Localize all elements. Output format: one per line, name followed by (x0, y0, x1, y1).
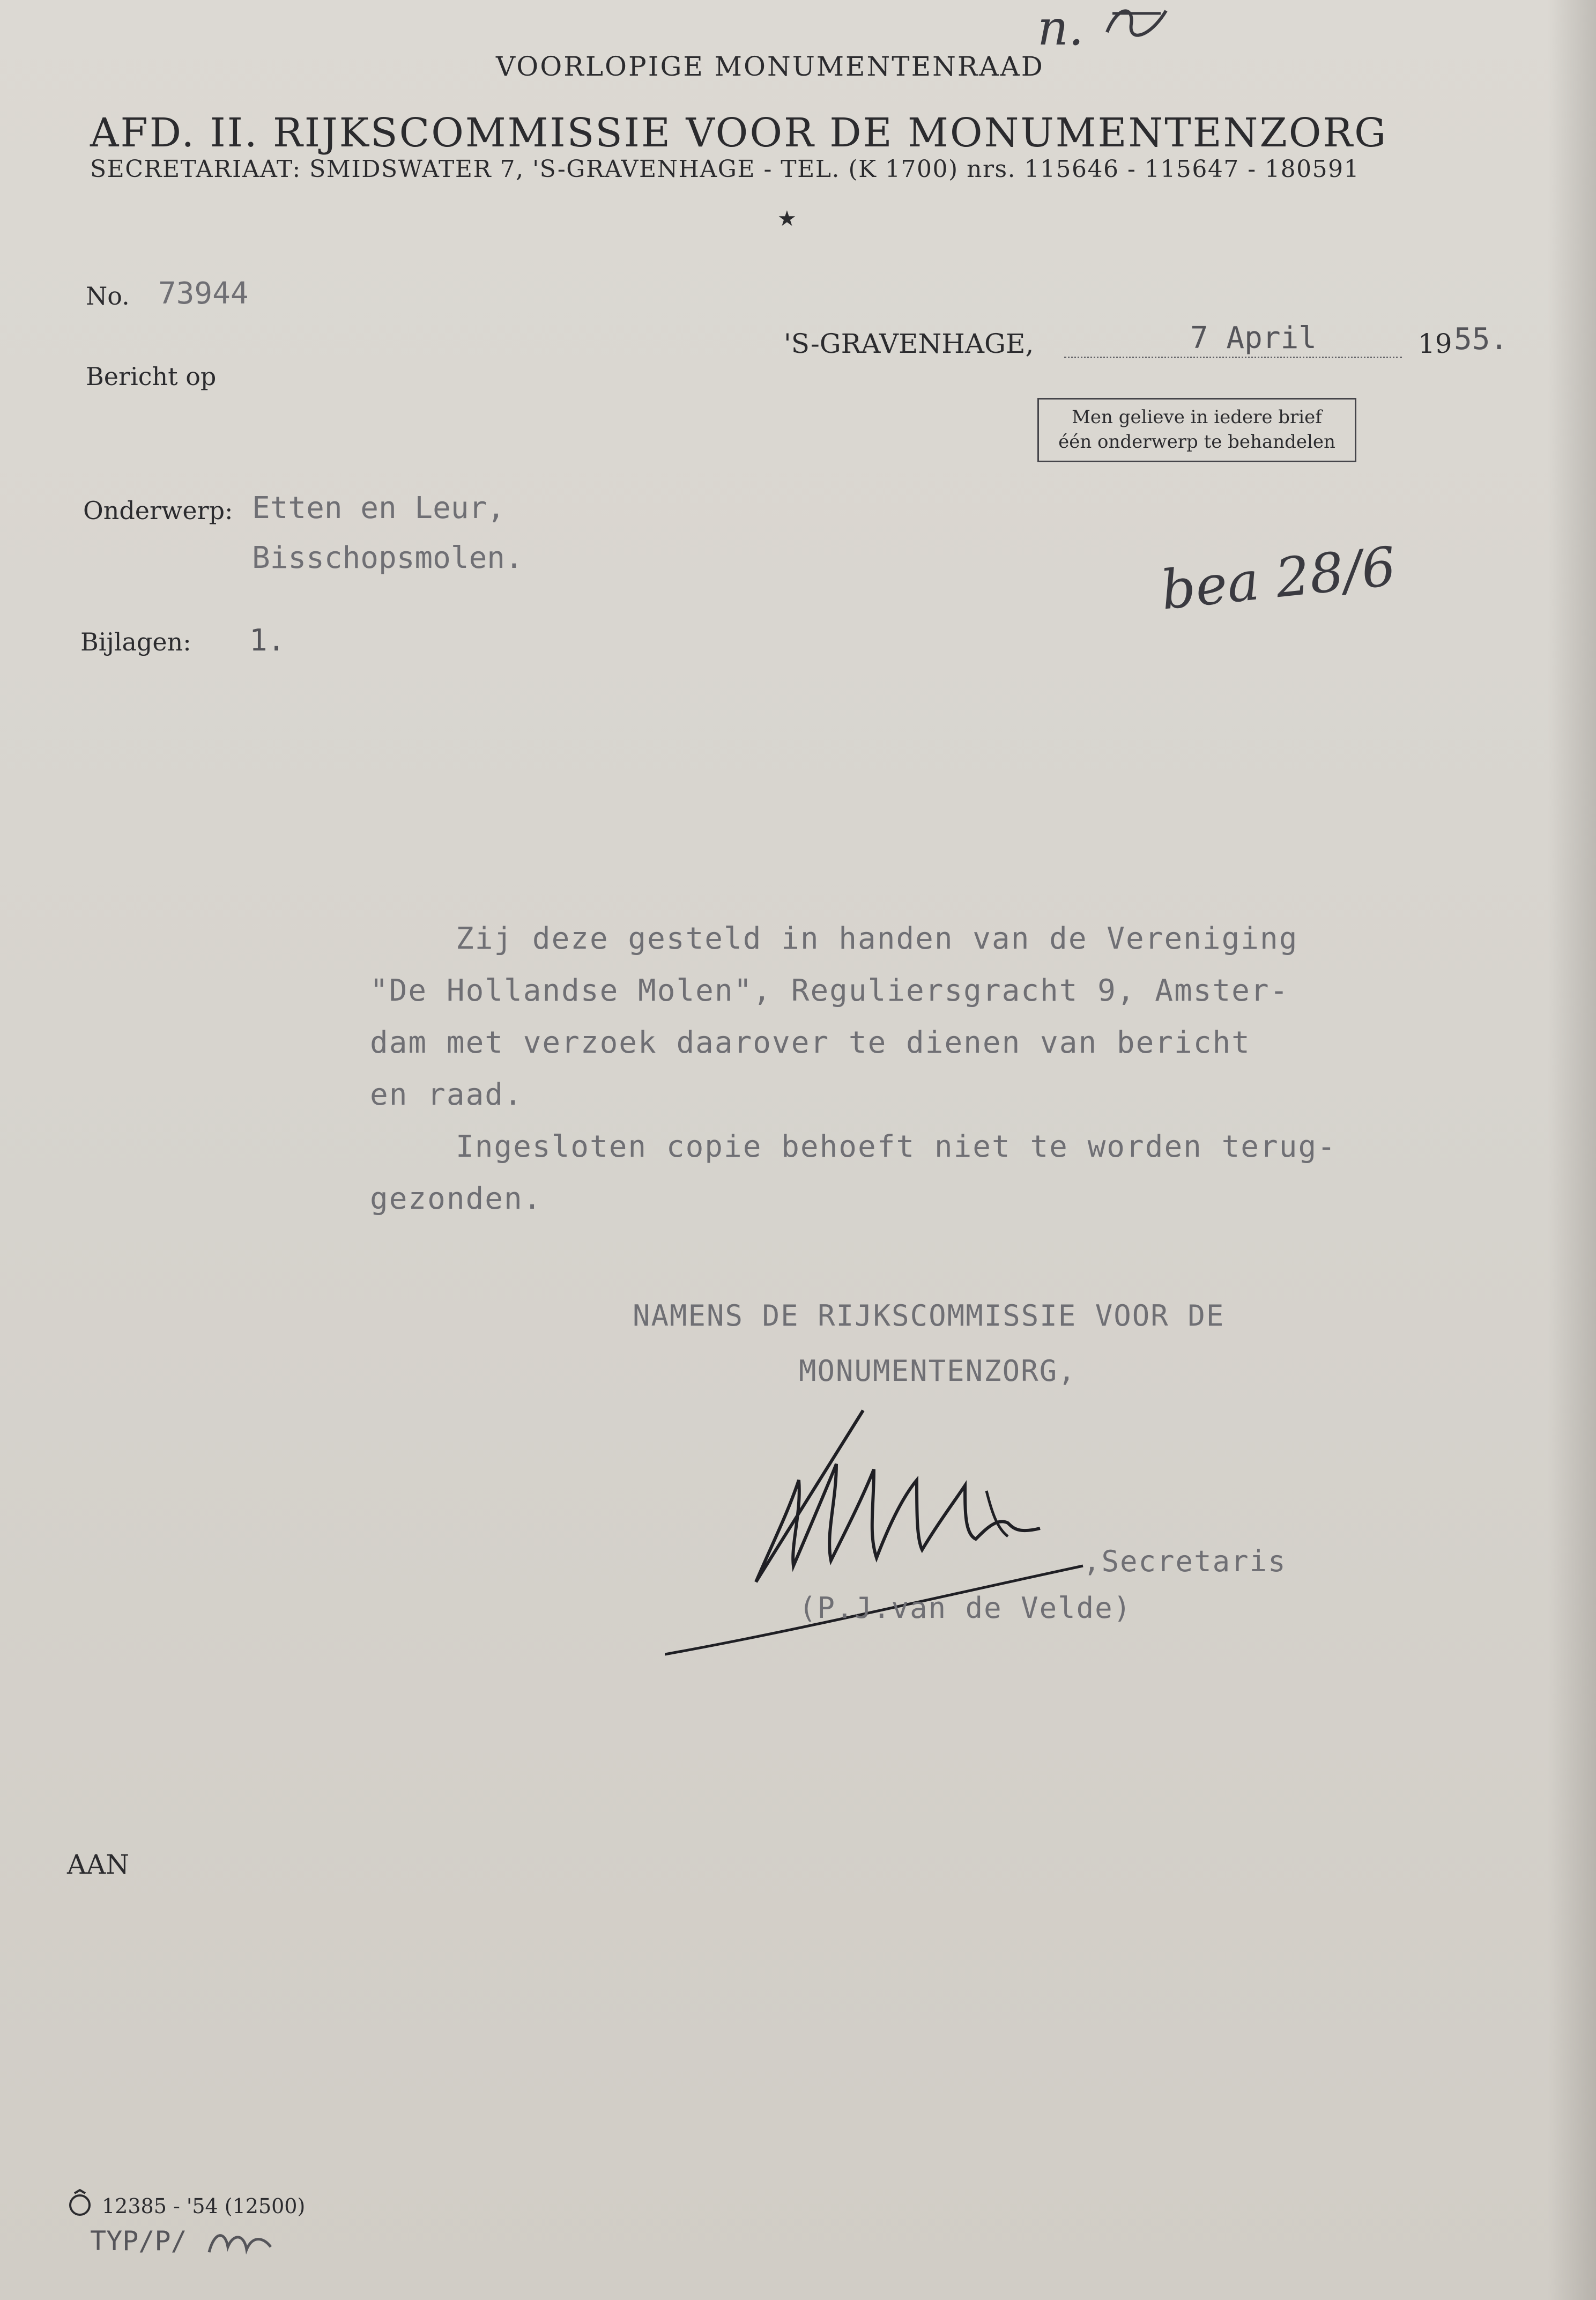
printer-seal-icon (67, 2189, 93, 2226)
place-label: 'S-GRAVENHAGE, (784, 328, 1034, 359)
letterhead-title: AFD. II. RIJKSCOMMISSIE VOOR DE MONUMENTENZORG (90, 110, 1388, 156)
aan-label: AAN (67, 1849, 129, 1880)
signatory-role: ,Secretaris (1083, 1544, 1287, 1578)
handwritten-note: bea 28/6 (1158, 535, 1399, 622)
handwritten-top-mark: n. (1037, 0, 1084, 56)
letterhead-star: ★ (777, 206, 797, 231)
onderwerp-label: Onderwerp: (83, 496, 233, 525)
no-value: 73944 (158, 276, 249, 311)
body-line-2: "De Hollandse Molen", Reguliersgracht 9, Amster- (370, 973, 1289, 1008)
year-suffix: 55. (1454, 322, 1509, 357)
bericht-op-label: Bericht op (86, 362, 217, 391)
onderwerp-line-1: Etten en Leur, (252, 491, 506, 526)
typist-code: TYP/P/ (90, 2225, 187, 2257)
body-line-3: dam met verzoek daarover te dienen van bericht (370, 1025, 1251, 1060)
no-label: No. (86, 282, 130, 310)
onderwerp-line-2: Bisschopsmolen. (252, 541, 523, 575)
notice-box (1037, 398, 1356, 462)
handwritten-top-scribble (1102, 0, 1177, 43)
seal-icon (67, 2189, 93, 2219)
bijlagen-label: Bijlagen: (80, 627, 191, 656)
letterhead-address: SECRETARIAAT: SMIDSWATER 7, 'S-GRAVENHAGE - TEL. (K 1700) nrs. 115646 - 115647 - 180591 (90, 156, 1360, 183)
closing-line-1: NAMENS DE RIJKSCOMMISSIE VOOR DE (633, 1299, 1225, 1333)
body-line-5: Ingesloten copie behoeft niet te worden terug- (456, 1129, 1337, 1164)
closing-line-2: MONUMENTENZORG, (799, 1354, 1077, 1388)
year-prefix: 19 (1418, 328, 1452, 359)
date-value: 7 April (1190, 321, 1317, 356)
body-line-4: en raad. (370, 1077, 523, 1112)
body-line-1: Zij deze gesteld in handen van de Vereniging (456, 921, 1298, 956)
typist-initials-scribble (204, 2225, 279, 2263)
notice-line-2: één onderwerp te behandelen (1058, 431, 1335, 453)
signatory-name: (P.J.van de Velde) (799, 1591, 1132, 1625)
bijlagen-value: 1. (249, 623, 286, 658)
letterhead-subtitle: VOORLOPIGE MONUMENTENRAAD (496, 51, 1044, 82)
notice-line-1: Men gelieve in iedere brief (1072, 406, 1322, 428)
date-dotted-line (1064, 357, 1402, 358)
body-line-6: gezonden. (370, 1181, 543, 1216)
print-code: 12385 - '54 (12500) (102, 2194, 306, 2218)
page-edge-shadow (1548, 0, 1596, 2300)
